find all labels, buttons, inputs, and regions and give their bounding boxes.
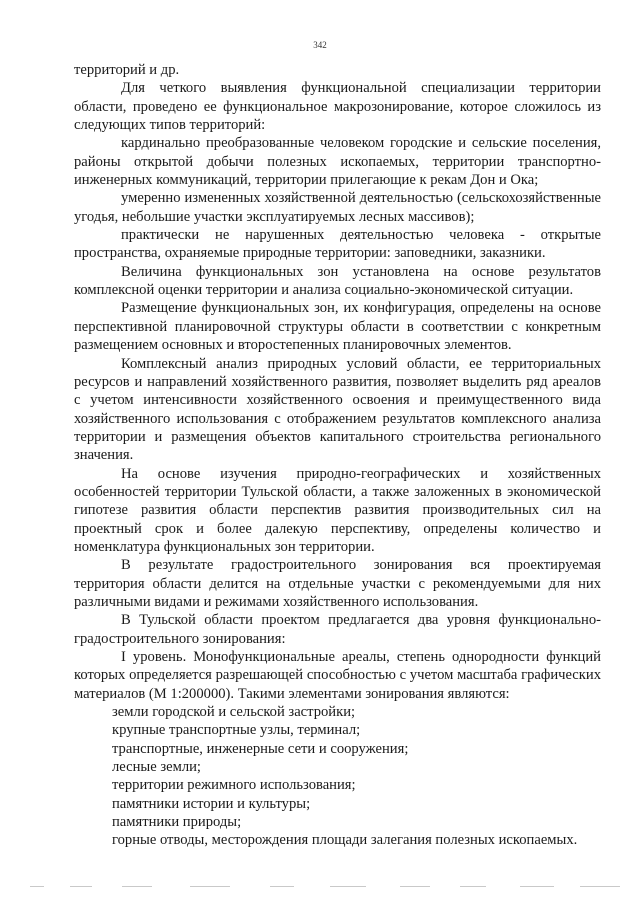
list-item: земли городской и сельской застройки; xyxy=(112,704,356,721)
page-number: 342 xyxy=(313,40,327,50)
list-item: транспортные, инженерные сети и сооружения; xyxy=(112,740,409,757)
paragraph: В результате градостроительного зонирования вся проектируемая территория области делится на отдельные участки с рекомендуемыми для них различными видами и режимами хозяйственного использования. xyxy=(74,557,601,610)
list-item: памятники природы; xyxy=(112,814,242,831)
zoning-elements-list xyxy=(74,703,601,850)
paragraph: Комплексный анализ природных условий области, ее территориальных ресурсов и направлений хозяйственного развития, позволяет выделить ряд ареалов с учетом интенсивности хозяйственного освоения и преимущественного вида хозяйственного использования с отображением результатов комплексного анализа территории и размещения объектов капитального строительства регионального значения. xyxy=(74,355,601,464)
paragraph: Размещение функциональных зон, их конфигурация, определены на основе перспективной планировочной структуры области в соответствии с конкретным размещением основных и второстепенных планировочных элементов. xyxy=(74,300,601,354)
list-item: территории режимного использования; xyxy=(112,777,356,794)
paragraph: умеренно измененных хозяйственной деятельностью (сельскохозяйственные угодья, небольшие участки эксплуатируемых лесных массивов); xyxy=(74,190,601,225)
paragraph: территорий и др. xyxy=(74,62,180,78)
list-item: горные отводы, месторождения площади залегания полезных ископаемых. xyxy=(112,832,578,849)
paragraph: В Тульской области проектом предлагается два уровня функционально-градостроительного зонирования: xyxy=(74,612,601,647)
list-item: памятники истории и культуры; xyxy=(112,795,311,812)
list-item: лесные земли; xyxy=(112,759,201,776)
paragraph: Величина функциональных зон установлена на основе результатов комплексной оценки территории и анализа социально-экономической ситуации. xyxy=(74,263,601,299)
scan-artifacts xyxy=(30,884,630,890)
paragraph: I уровень. Монофункциональные ареалы, степень однородности функций которых определяется разрешающей способностью с учетом масштаба графических материалов (М 1:200000). Такими элементами зонирования являются: xyxy=(74,649,601,702)
paragraph: кардинально преобразованные человеком городские и сельские поселения, районы открытой добычи полезных ископаемых, территории транспортно-инженерных коммуникаций, территории прилегающие к рекам Дон и Ока; xyxy=(74,135,601,189)
paragraph: На основе изучения природно-географических и хозяйственных особенностей территории Тульской области, а также заложенных в экономической гипотезе развития области перспектив развития производительных сил на проектный срок и более далекую перспективу, определены количество и номенклатура функциональных зон территории. xyxy=(74,465,601,555)
paragraph: Для четкого выявления функциональной специализации территории области, проведено ее функциональное макрозонирование, которое сложилось из следующих типов территорий: xyxy=(74,80,601,134)
paragraph: практически не нарушенных деятельностью человека - открытые пространства, охраняемые природные территории: заповедники, заказники. xyxy=(74,227,601,262)
list-item: крупные транспортные узлы, терминал; xyxy=(112,722,361,739)
document-body xyxy=(74,61,601,850)
